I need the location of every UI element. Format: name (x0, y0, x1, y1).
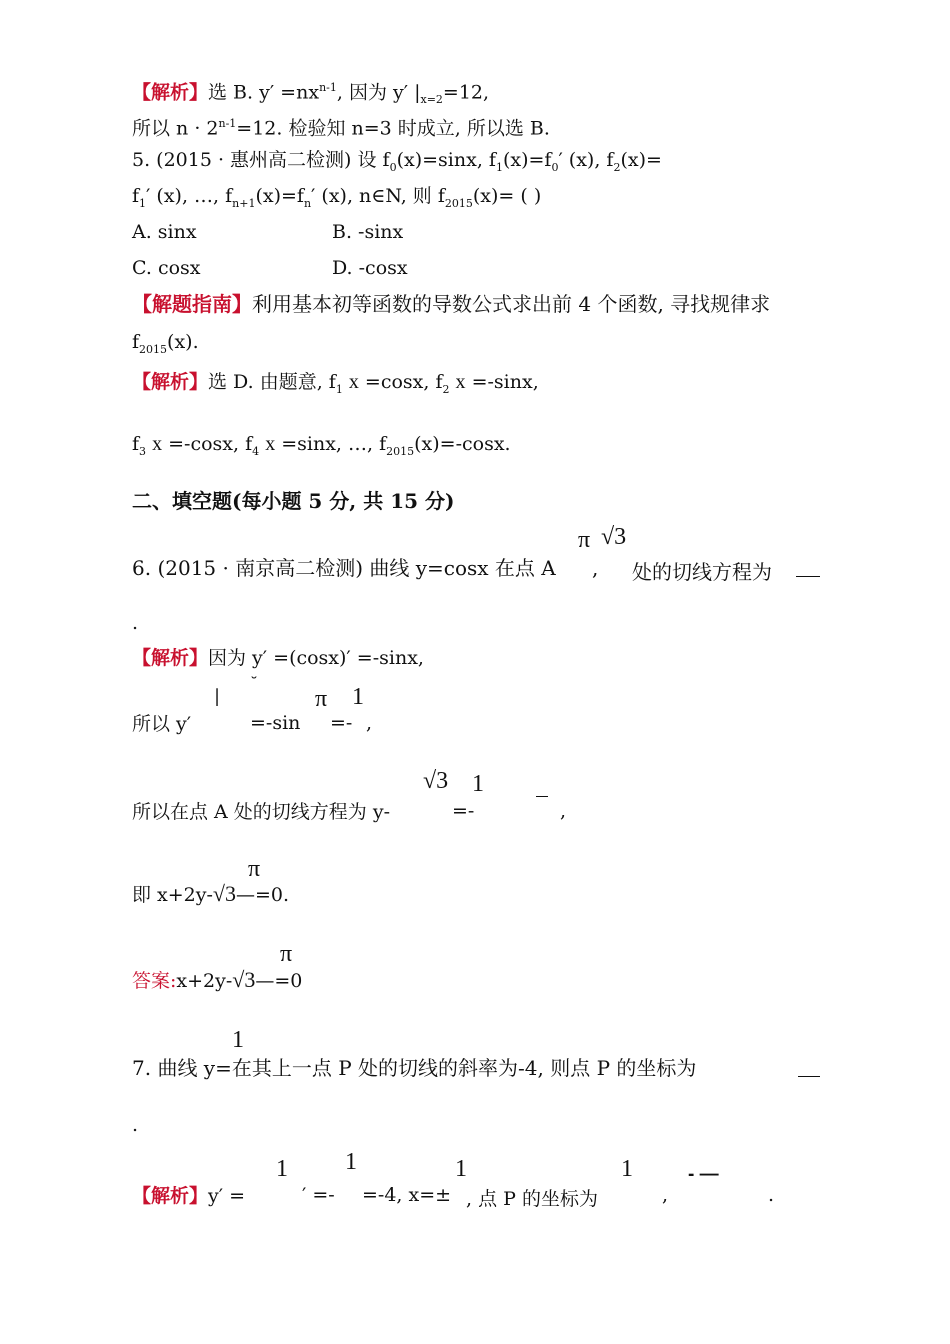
q7-one: 1 (232, 1027, 244, 1053)
q6-ans-pi: π (280, 941, 293, 967)
q6-sol3-comma: , (560, 800, 567, 822)
answer-tag: 答案: (132, 970, 177, 992)
prev-solution-line2: 所以 $n \cdot 2^{n-1}=12$. 检验知 n=3 时成立, 所以选 B. (132, 117, 550, 140)
q6-sol3-one: 1 (472, 771, 484, 797)
q6-solution-line3: 所以在点 A 处的切线方程为 y- (132, 801, 390, 823)
q6-solution-line1: 【解析】因为 y′ =(cosx)′ =-sinx, (132, 647, 424, 669)
q6-stem-line1: 6. (2015 · 南京高二检测) 曲线 y=cosx 在点 A (132, 556, 556, 580)
q7-sol-one-c: 1 (455, 1156, 467, 1182)
q5-option-b: B. -sinx (332, 221, 404, 243)
q6-pi: π (578, 527, 591, 553)
q6-breve: ˘ (250, 674, 258, 693)
q7-solution-line1: 【解析】y′ = (132, 1185, 246, 1207)
q7-sol-one-d: 1 (621, 1156, 633, 1182)
q6-sol2-eq: =- (330, 712, 353, 734)
q5-option-a: A. sinx (132, 221, 197, 243)
q7-sol-g: . (768, 1184, 775, 1206)
analysis-tag: 【解析】 (132, 371, 209, 393)
q6-comma: , (592, 556, 599, 580)
q7-stem-line1: 7. 曲线 y=在其上一点 P 处的切线的斜率为-4, 则点 P 的坐标为 (132, 1056, 697, 1080)
q6-solution-line2: 所以 y′ (132, 713, 192, 735)
prev-solution-line1: 【解析】选 B. $y' =nx^{n-1}$, 因为 y′ $|_{x=2}=12$, (132, 81, 490, 107)
q6-answer: 答案:x+2y-√3—=0 (132, 967, 303, 992)
q7-sol-one-b: 1 (345, 1149, 357, 1175)
q6-sol2-comma: , (366, 712, 373, 734)
q6-sol2-pi: π (315, 686, 328, 712)
q6-sqrt3: √3 (601, 524, 627, 550)
section-heading: 二、填空题(每小题 5 分, 共 15 分) (132, 489, 455, 513)
q5-guide-line2: $f_{2015}(x)$. (132, 331, 199, 356)
guide-tag: 【解题指南】 (132, 292, 252, 316)
q6-sol4-pi: π (248, 856, 261, 882)
q6-solution-line4: 即 x+2y-√3—=0. (132, 881, 290, 906)
analysis-tag: 【解析】 (132, 81, 209, 104)
q7-sol-c: =-4, x=± (362, 1184, 452, 1206)
q6-stem-tail: 处的切线方程为 (632, 560, 772, 584)
q5-solution-line1: 【解析】选 D. 由题意, $f_1$ x =cosx, $f_2$ x =-sinx, (132, 371, 539, 396)
q7-dot: . (132, 1114, 139, 1136)
q6-sol2-one: 1 (352, 684, 364, 710)
q6-sol3-dash (536, 796, 548, 797)
q5-solution-line2: $f_3$ x =-cosx, $f_4$ x =sinx, …, $f_{2015}(x)=$-cosx. (132, 433, 511, 458)
q7-answer-blank (798, 1076, 820, 1077)
analysis-tag: 【解析】 (132, 647, 209, 669)
q6-answer-blank (796, 576, 820, 577)
analysis-tag: 【解析】 (132, 1185, 209, 1207)
q6-sol2-mid: =-sin (250, 712, 301, 734)
q7-sol-d: , 点 P 的坐标为 (466, 1188, 598, 1210)
q5-stem-line2: $f_1'$ (x), …, $f_{n+1}(x)=f_n'$ (x), n∈N, 则 $f_{2015}(x)=$ ( ) (132, 185, 542, 210)
q7-sol-f: - — (688, 1164, 719, 1185)
q6-sol3-sqrt3: √3 (423, 768, 449, 794)
q6-sol3-eq: =- (452, 800, 475, 822)
q7-sol-b: ′ =- (302, 1184, 335, 1206)
q5-stem-line1: 5. (2015 · 惠州高二检测) 设 $f_0(x)=\sin x$, $f_1(x)=f_0'$ (x), $f_2(x)=$ (132, 149, 662, 174)
q6-dot: . (132, 612, 139, 634)
q5-option-d: D. -cosx (332, 257, 408, 279)
q7-sol-e: , (662, 1184, 669, 1206)
q6-eval-bar: | (214, 686, 221, 707)
q5-guide-line1: 【解题指南】利用基本初等函数的导数公式求出前 4 个函数, 寻找规律求 (132, 292, 771, 316)
q7-sol-one-a: 1 (276, 1156, 288, 1182)
q5-option-c: C. cosx (132, 257, 201, 279)
